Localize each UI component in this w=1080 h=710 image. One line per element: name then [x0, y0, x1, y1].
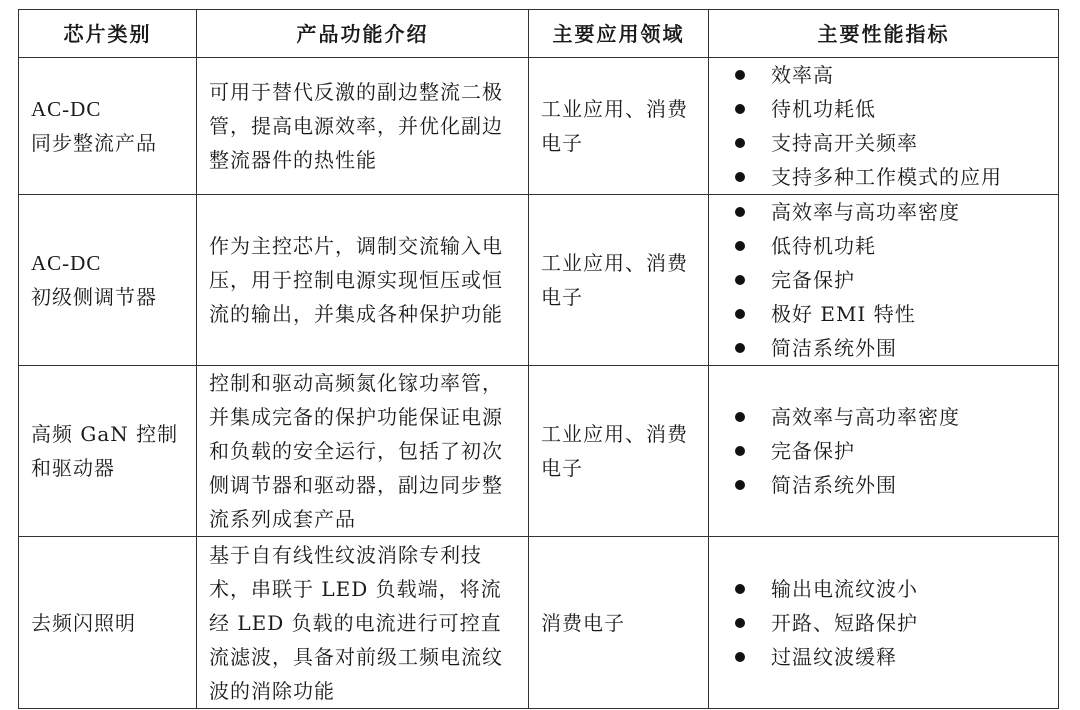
feature-text: 过温纹波缓释	[771, 644, 897, 669]
bullet-icon	[735, 618, 745, 628]
application-cell: 工业应用、消费电子	[529, 58, 709, 195]
header-application-field: 主要应用领域	[529, 10, 709, 58]
application-cell: 工业应用、消费电子	[529, 366, 709, 537]
category-line: 初级侧调节器	[31, 285, 157, 309]
feature-list	[721, 572, 1046, 674]
feature-text: 待机功耗低	[771, 97, 876, 121]
table-row	[19, 537, 1059, 709]
bullet-icon	[735, 241, 745, 251]
feature-text: 高效率与高功率密度	[771, 200, 960, 224]
feature-item	[735, 468, 1046, 502]
features-cell	[709, 366, 1059, 537]
category-cell	[19, 366, 197, 537]
feature-text: 低待机功耗	[771, 234, 876, 258]
feature-item	[735, 434, 1046, 468]
category-line: 同步整流产品	[31, 131, 157, 155]
feature-text: 极好 EMI 特性	[771, 302, 916, 326]
description-cell: 作为主控芯片，调制交流输入电压，用于控制电源实现恒压或恒流的输出，并集成各种保护功能	[197, 195, 529, 366]
feature-text: 输出电流纹波小	[771, 576, 918, 601]
category-line: 去频闪照明	[31, 610, 136, 635]
feature-text: 简洁系统外围	[771, 473, 897, 497]
bullet-icon	[735, 104, 745, 114]
feature-list	[721, 58, 1046, 194]
application-cell: 消费电子	[529, 537, 709, 709]
feature-list	[721, 195, 1046, 365]
feature-list	[721, 400, 1046, 502]
description-cell: 基于自有线性纹波消除专利技术，串联于 LED 负载端，将流经 LED 负载的电流进行可控直流滤波，具备对前级工频电流纹波的消除功能	[197, 537, 529, 709]
feature-item	[735, 92, 1046, 126]
feature-text: 完备保护	[771, 268, 855, 292]
feature-text: 效率高	[771, 63, 834, 87]
feature-item	[735, 606, 1046, 640]
features-cell	[709, 195, 1059, 366]
description-cell: 控制和驱动高频氮化镓功率管，并集成完备的保护功能保证电源和负载的安全运行，包括了初次侧调节器和驱动器，副边同步整流系列成套产品	[197, 366, 529, 537]
bullet-icon	[735, 138, 745, 148]
category-line: AC-DC	[31, 97, 102, 121]
feature-item	[735, 160, 1046, 194]
header-performance-metrics: 主要性能指标	[709, 10, 1059, 58]
category-cell	[19, 58, 197, 195]
feature-text: 开路、短路保护	[771, 610, 918, 635]
feature-item	[735, 126, 1046, 160]
feature-text: 完备保护	[771, 439, 855, 463]
bullet-icon	[735, 309, 745, 319]
features-cell	[709, 58, 1059, 195]
header-chip-category: 芯片类别	[19, 10, 197, 58]
feature-item	[735, 263, 1046, 297]
bullet-icon	[735, 480, 745, 490]
feature-item	[735, 229, 1046, 263]
feature-item	[735, 640, 1046, 674]
bullet-icon	[735, 172, 745, 182]
feature-item	[735, 195, 1046, 229]
feature-item	[735, 58, 1046, 92]
bullet-icon	[735, 207, 745, 217]
bullet-icon	[735, 584, 745, 594]
bullet-icon	[735, 446, 745, 456]
feature-text: 简洁系统外围	[771, 336, 897, 360]
bullet-icon	[735, 70, 745, 80]
bullet-icon	[735, 412, 745, 422]
bullet-icon	[735, 652, 745, 662]
chip-spec-table	[18, 9, 1059, 709]
features-cell	[709, 537, 1059, 709]
feature-item	[735, 297, 1046, 331]
feature-item	[735, 400, 1046, 434]
description-cell: 可用于替代反激的副边整流二极管，提高电源效率，并优化副边整流器件的热性能	[197, 58, 529, 195]
feature-text: 高效率与高功率密度	[771, 405, 960, 429]
feature-item	[735, 331, 1046, 365]
table-row	[19, 366, 1059, 537]
header-product-function: 产品功能介绍	[197, 10, 529, 58]
feature-text: 支持多种工作模式的应用	[771, 165, 1002, 189]
application-cell: 工业应用、消费电子	[529, 195, 709, 366]
bullet-icon	[735, 275, 745, 285]
category-line: AC-DC	[31, 251, 102, 275]
bullet-icon	[735, 343, 745, 353]
table-row	[19, 195, 1059, 366]
category-cell	[19, 195, 197, 366]
table-row	[19, 58, 1059, 195]
header-row	[19, 10, 1059, 58]
category-line: 高频 GaN 控制	[31, 422, 179, 446]
category-cell	[19, 537, 197, 709]
category-line: 和驱动器	[31, 456, 115, 480]
feature-item	[735, 572, 1046, 606]
feature-text: 支持高开关频率	[771, 131, 918, 155]
